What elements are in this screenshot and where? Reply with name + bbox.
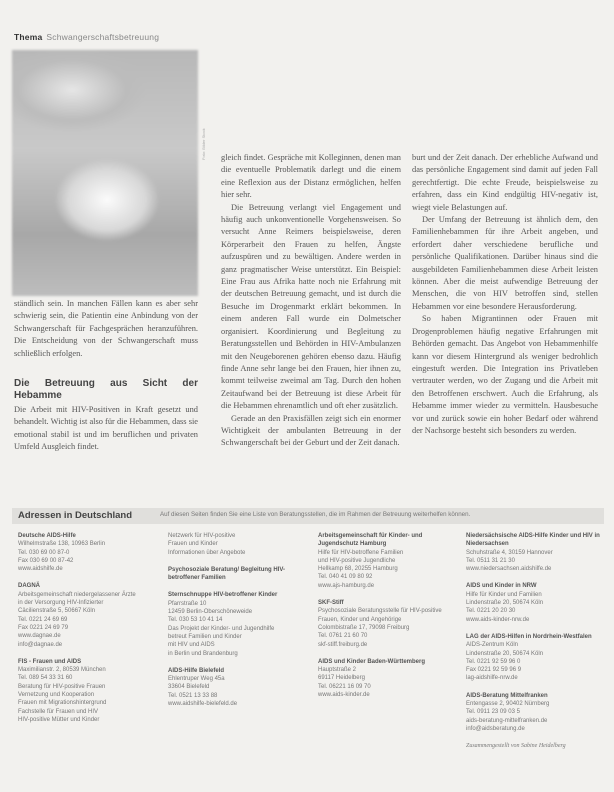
address-line: www.aids-kinder.de [318,692,370,699]
address-column-1 [18,532,150,733]
address-entry-name: AIDS und Kinder in NRW [466,583,537,590]
address-line: Tel. 0221 92 59 96 0 [466,658,521,665]
address-entry-name: LAG der AIDS-Hilfen in Nordrhein-Westfalen [466,633,592,640]
address-line: Tel. 0911 23 09 03 5 [466,709,520,716]
address-line: Tel. 0521 13 33 88 [168,692,218,699]
address-entry-name: AIDS-Hilfe Bielefeld [168,667,225,674]
address-line: Hilfe für Kinder und Familien [466,591,542,598]
address-line: Informationen über Angebote [168,549,246,556]
address-entry-name: Deutsche AIDS-Hilfe [18,533,76,539]
photo-credit: Foto: Bilder Stock [201,128,206,160]
address-line: betreut Familien und Kinder [168,633,242,640]
address-entry-name: FIS - Frauen und AIDS [18,658,82,665]
section-title: Schwangerschaftsbetreuung [46,32,160,42]
address-line: HIV-positive Mütter und Kinder [18,716,100,723]
paragraph: So haben Migrantinnen oder Frauen mit Drogenproblemen häufig negative Erfahrungen mit Behörden gemacht. Das Angebot von Hebammenhilfe kann vor diesem Hintergrund als weniger bedrohlich eingestuft werden. Die Integration ins Privatleben vertrauter werden, wo der Zugang und die Arbeit mit den Betroffenen erschwert. Auch die Erfahrung, als Hebamme immer wieder zu vermitteln. Hausbesuche vor und zurück sowie ein hoher Bedarf oder während der Nachsorge besteht sich besonders zu werden. [412,314,598,435]
article-column-3 [412,152,598,437]
address-line: Tel. 0221 20 20 30 [466,608,516,615]
article-photo [12,50,198,296]
address-line: www.dagnae.de [18,633,61,640]
address-line: www.niedersachsen.aidshilfe.de [466,566,552,573]
address-entry-name: Niedersächsische AIDS-Hilfe Kinder und HIV in Niedersachsen [466,533,600,548]
address-line: Frauen und Kinder [168,541,218,548]
address-line: Tel. 06221 16 09 70 [318,683,371,690]
address-line: Cäcilienstraße 5, 50667 Köln [18,608,96,615]
article-column-1 [14,298,198,454]
paragraph: burt und der Zeit danach. Der erhebliche Aufwand und das persönliche Engagement sind damit auf jeden Fall gerechtfertigt. Die echte Freude, beispielsweise zu erfahren, dass ein Kind endgültig HIV-negativ ist, wiegt viele Belastungen auf. [412,153,598,212]
address-line: www.aidshilfe-bielefeld.de [168,701,238,708]
paragraph: ständlich sein. In manchen Fällen kann es aber sehr schwierig sein, die Patientin eine Anbindung von der Schwangerschaft für Fachgesprächen heranzuführen. Die Entscheidung von der Schwangerschaft muss schließlich erfolgen. [14,299,198,358]
address-line: Ehlentruper Weg 45a [168,676,225,683]
address-entry-name: AIDS und Kinder Baden-Württemberg [318,658,426,665]
address-line: Fax 030 69 00 87-42 [18,557,74,564]
address-line: Tel. 0761 21 60 70 [318,633,368,640]
address-entry [168,667,300,708]
section-heading: Die Betreuung aus Sicht der Hebamme [14,378,198,402]
address-line: Lindenstraße 20, 50674 Köln [466,650,544,657]
address-line: Pfarrstraße 10 [168,600,207,607]
address-entry [318,599,450,649]
page-header [14,32,159,42]
address-entry-name: Arbeitsgemeinschaft für Kinder- und Jugendschutz Hamburg [318,533,423,548]
address-entry [168,591,300,657]
address-entry-name: AIDS-Beratung Mittelfranken [466,692,548,699]
address-entry [168,532,300,557]
address-line: 12459 Berlin-Oberschöneweide [168,609,253,616]
address-subtitle: Auf diesen Seiten finden Sie eine Liste von Beratungsstellen, die im Rahmen der Betreuung weiterhelfen können. [160,511,471,518]
section-label: Thema [14,32,43,42]
address-entry [466,532,604,573]
article-column-2 [221,152,401,450]
paragraph: Die Betreuung verlangt viel Engagement und häufig auch unkonventionelle Vorgehensweisen. So versucht Anne Reimers beispielsweise, deren Körperarbeit den Frauen zu helfen, Ängste aufzuspüren und zu bewältigen. Andere werden in ganz pragmatischer Weise unterstützt. Ein Beispiel: Eine Frau aus Afrika hatte noch nie Erfahrung mit der deutschen Betreuung gemacht, und ist durch die Besuche im Drogenmarkt erklärt bekommen. In einem anderen Fall wurde ein Dolmetscher organisiert. Koordinierung und Begleitung zu Beratungsstellen und Behörden in HIV-Ambulanzen mit den Neugeborenen gehören ebenso dazu. Häufig finde Anne sehr lange bei den Frauen, hier ihnen zu, kommt teilweise zweimal am Tag. Durch den hohen Zeitaufwand bei der Betreuung ist diese Arbeit für die Hebammen ehrenamtlich und oft eher zusätzlich. [221,202,401,411]
address-line: skf-stiff.freiburg.de [318,641,368,648]
address-column-3 [318,532,450,708]
address-entry [466,582,604,623]
address-line: Tel. 0511 31 21 30 [466,557,515,564]
address-line: 33604 Bielefeld [168,684,210,691]
address-line: Wilhelmstraße 138, 10963 Berlin [18,541,106,548]
address-entry-name: SKF-Stiff [318,600,344,607]
address-line: 69117 Heidelberg [318,675,365,682]
address-line: in Berlin und Brandenburg [168,650,238,657]
address-line: Netzwerk für HIV-positive [168,533,236,539]
address-entry [318,532,450,590]
address-line: Tel. 089 54 33 31 60 [18,675,73,682]
address-line: Hilfe für HIV-betroffene Familien [318,549,404,556]
address-line: Tel. 030 53 10 41 14 [168,617,223,624]
address-line: Lindenstraße 20, 50674 Köln [466,600,544,607]
address-line: AIDS-Zentrum Köln [466,642,519,649]
address-line: Tel. 040 41 09 80 92 [318,574,373,581]
address-line: www.ajs-hamburg.de [318,582,375,589]
address-column-4 [466,532,604,751]
address-line: aids-beratung-mittelfranken.de [466,717,548,724]
address-line: lag-aidshilfe-nrw.de [466,675,518,682]
address-line: Psychosoziale Beratungsstelle für HIV-positive Frauen, Kinder und Angehörige [318,608,442,623]
address-line: Schuhstraße 4, 30159 Hannover [466,549,553,556]
address-line: info@aidsberatung.de [466,725,525,732]
address-entry-name: Psychosoziale Beratung/ Begleitung HIV-betroffener Familien [168,566,286,582]
address-entry [168,566,300,583]
address-line: und HIV-positive Jugendliche [318,557,396,564]
address-entry [18,658,150,724]
address-entry [18,532,150,573]
address-entry [466,692,604,733]
address-line: Fax 0221 92 59 96 9 [466,667,522,674]
paragraph: gleich findet. Gespräche mit Kolleginnen, denen man die eventuelle Problematik darlegt und die einem eine Reflexion aus der Distanz ermöglichen, helfen hier sehr. [221,153,401,200]
address-line: Entengasse 2, 90402 Nürnberg [466,701,550,708]
address-entry [318,658,450,699]
paragraph: Gerade an den Praxisfällen zeigt sich ein enormer Wichtigkeit der ambulanten Betreuung in der Schwangerschaft bei der Geburt und der Zeit danach. [221,413,401,448]
address-line: Colombistraße 17, 79098 Freiburg [318,624,410,631]
address-line: Hauptstraße 2 [318,667,357,674]
address-line: Frauen mit Migrationshintergrund [18,700,107,707]
address-line: Tel. 030 69 00 87-0 [18,549,70,556]
address-line: Beratung für HIV-positive Frauen [18,683,106,690]
paragraph: Der Umfang der Betreuung ist ähnlich dem, den Familienhebammen für ihre Arbeit angeben, und erfordert daher verschiedene berufliche und persönliche Qualifikationen. Darüber hinaus sind die ausgebildeten Familienhebammen diese Arbeit leisten können. Aber die meist aufwendige Betreuung der Menschen, die von HIV betroffen sind, stellen Hebammen vor eine besondere Herausforderung. [412,215,598,311]
address-line: Vernetzung und Kooperation [18,692,95,699]
address-line: in der Versorgung HIV-Infizierter [18,600,104,607]
address-line: Fachstelle für Frauen und HIV [18,708,99,715]
address-line: Das Projekt der Kinder- und Jugendhilfe [168,625,275,632]
address-column-2 [168,532,300,717]
address-line: www.aids-kinder-nrw.de [466,616,530,623]
address-line: www.aidshilfe.de [18,566,63,573]
address-line: Maximilianstr. 2, 80539 München [18,667,106,674]
compiled-by-signature: Zusammengestellt von Sabine Heidelberg [466,743,566,750]
address-entry [466,633,604,683]
address-line: info@dagnae.de [18,641,63,648]
address-line: Fax 0221 24 69 79 [18,624,69,631]
address-line: mit HIV und AIDS [168,642,215,649]
address-entry-name: DAGNÄ [18,583,40,590]
address-entry [18,582,150,648]
address-title: Adressen in Deutschland [18,510,133,521]
address-line: Arbeitsgemeinschaft niedergelassener Ärzte [18,591,136,598]
paragraph: Die Arbeit mit HIV-Positiven in Kraft gesetzt und behandelt. Wichtig ist also für die Hebammen, dass sie emotional stabil ist und im beruflichen und privaten Umfeld Ausgleich findet. [14,405,198,452]
address-entry-name: Sternschnuppe HIV-betroffener Kinder [168,592,278,599]
address-line: Tel. 0221 24 69 69 [18,616,68,623]
address-line: Hellkamp 68, 20255 Hamburg [318,566,398,573]
